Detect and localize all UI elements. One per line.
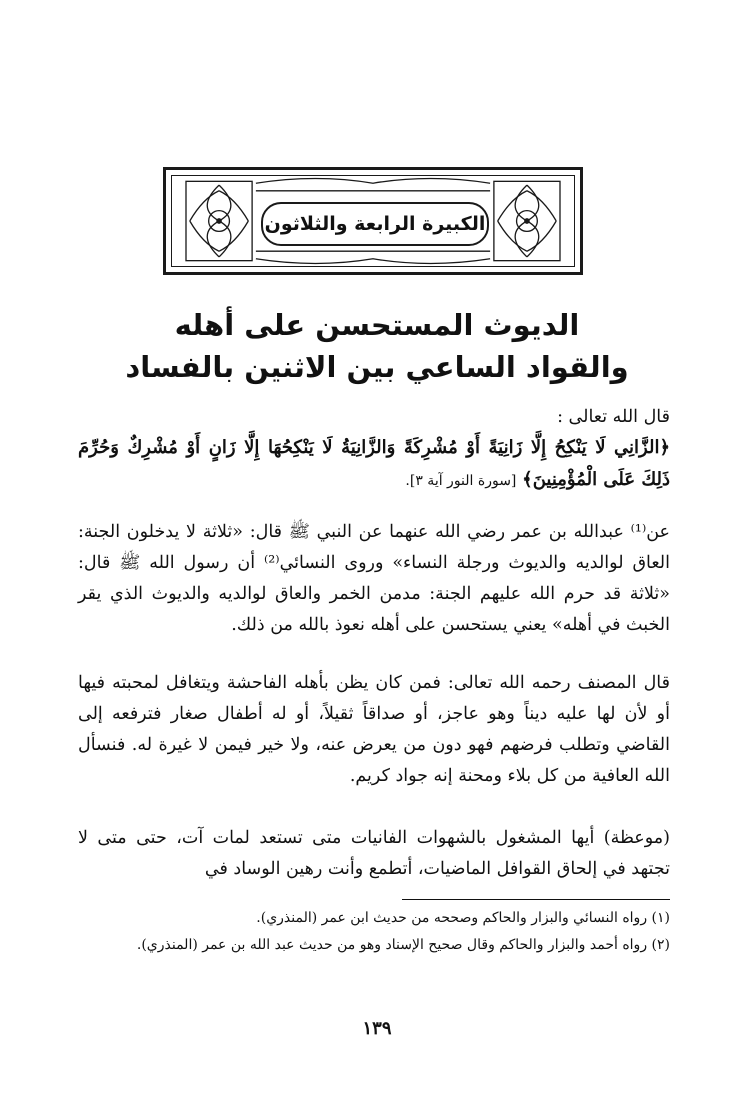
ornamental-banner xyxy=(163,167,583,275)
footnote-1: (١) رواه النسائي والبزار والحاكم وصححه من حديث ابن عمر (المنذري). xyxy=(256,910,670,926)
chapter-title-line-1: الديوث المستحسن على أهله xyxy=(174,308,580,342)
verse-text: ﴿الزَّانِي لَا يَنْكِحُ إِلَّا زَانِيَةً أَوْ مُشْرِكَةً وَالزَّانِيَةُ لَا يَنْكِحُهَا إِلَّا زَانٍ أَوْ مُشْرِكٌ وَحُرِّمَ ذَلِكَ عَلَى الْمُؤْمِنِينَ﴾ xyxy=(78,437,670,490)
chapter-title-line-2: والقواد الساعي بين الاثنين بالفساد xyxy=(125,350,629,384)
banner-title: الكبيرة الرابعة والثلاثون xyxy=(261,202,489,246)
quran-verse xyxy=(78,432,670,497)
footnote-2: (٢) رواه أحمد والبزار والحاكم وقال صحيح الإسناد وهو من حديث عبد الله بن عمر (المنذري). xyxy=(136,937,670,953)
paragraph-author-comment: قال المصنف رحمه الله تعالى: فمن كان يظن بأهله الفاحشة ويتغافل لمحبته فيها أو لأن لها عليه ديناً وهو عاجز، أو صداقاً ثقيلاً، أو له أطفال صغار فترفعه إلى القاضي وتطلب فرضهم فهو دون من يعرض عنه، ولا خير فيمن لا غيرة له. فنسأل الله العافية من كل بلاء ومحنة إنه جواد كريم. xyxy=(78,673,670,786)
paragraph-admonition: (موعظة) أيها المشغول بالشهوات الفانيات متى تستعد لمات آت، حتى متى لا تجتهد في إلحاق القوافل الماضيات، أتطمع وأنت رهين الوساد في xyxy=(78,828,670,879)
page-number: ١٣٩ xyxy=(362,1018,392,1039)
footnote-separator xyxy=(402,899,670,900)
verse-intro: قال الله تعالى : xyxy=(557,407,670,427)
paragraph-hadith: عن⁽¹⁾ عبدالله بن عمر رضي الله عنهما عن النبي ﷺ قال: «ثلاثة لا يدخلون الجنة: العاق لوالديه والديوث ورجلة النساء» وروى النسائي⁽²⁾ أن رسول الله ﷺ قال: «ثلاثة قد حرم الله عليهم الجنة: مدمن الخمر والعاق لوالديه والديوث الذي يقر الخبث في أهله» يعني يستحسن على أهله نعوذ بالله من ذلك. xyxy=(78,522,670,635)
verse-reference: [سورة النور آية ٣]. xyxy=(405,473,517,489)
